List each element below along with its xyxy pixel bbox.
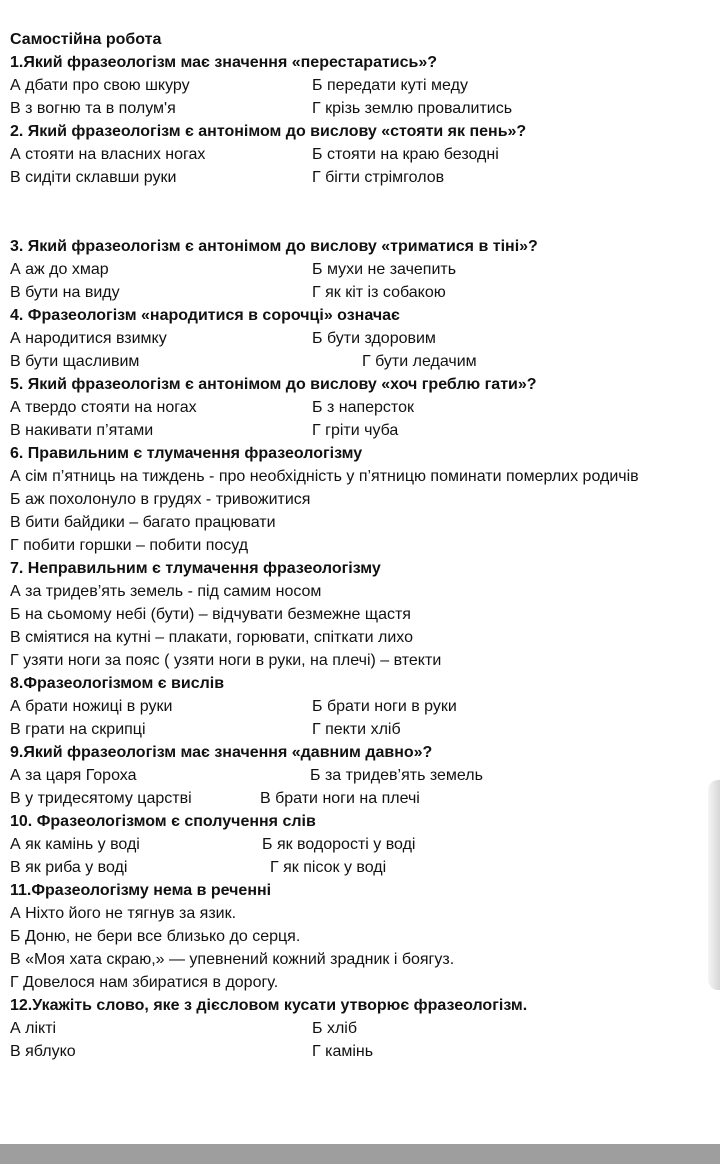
answer-line-a: А сім п’ятниць на тиждень - про необхідність у п’ятницю поминати померлих родичів [10, 468, 639, 485]
answer-line-b: Б Доню, не бери все близько до серця. [10, 928, 301, 945]
answer-row [10, 718, 710, 741]
answer-row [10, 1040, 710, 1063]
option-v: В яблуко [10, 1043, 76, 1060]
option-v: В як риба у воді [10, 859, 128, 876]
answer-row [10, 1017, 710, 1040]
option-v: В бути на виду [10, 284, 120, 301]
answer-row [10, 350, 710, 373]
option-a: А за царя Гороха [10, 767, 137, 784]
option-g: Г бігти стрімголов [312, 169, 445, 186]
answer-row [10, 74, 710, 97]
option-v: В накивати п’ятами [10, 422, 154, 439]
option-a: А як камінь у воді [10, 836, 140, 853]
question-12: 12.Укажіть слово, яке з дієсловом кусати утворює фразеологізм. [10, 997, 528, 1014]
option-a: А народитися взимку [10, 330, 167, 347]
question-9: 9.Який фразеологізм має значення «давним давно»? [10, 744, 433, 761]
answer-line-v: В «Моя хата скраю,» — упевнений кожний зрадник і боягуз. [10, 951, 455, 968]
option-g: Г камінь [312, 1043, 374, 1060]
option-b: Б бути здоровим [312, 330, 436, 347]
option-g: Г як кіт із собакою [312, 284, 446, 301]
option-g: Г гріти чуба [312, 422, 399, 439]
option-g: Г пекти хліб [312, 721, 401, 738]
answer-row [10, 143, 710, 166]
worksheet [10, 28, 710, 1063]
answer-row [10, 833, 710, 856]
question-4: 4. Фразеологізм «народитися в сорочці» означає [10, 307, 400, 324]
option-v2: В брати ноги на плечі [260, 790, 420, 807]
option-b: Б з наперсток [312, 399, 414, 416]
answer-row [10, 419, 710, 442]
question-11: 11.Фразеологізму нема в реченні [10, 882, 272, 899]
answer-row [10, 396, 710, 419]
answer-row [10, 787, 710, 810]
option-b: Б передати куті меду [312, 77, 468, 94]
answer-row [10, 695, 710, 718]
answer-line-a: А Ніхто його не тягнув за язик. [10, 905, 237, 922]
option-v: В бути щасливим [10, 353, 140, 370]
option-v: В з вогню та в полум'я [10, 100, 176, 117]
question-10: 10. Фразеологізмом є сполучення слів [10, 813, 316, 830]
question-5: 5. Який фразеологізм є антонімом до вислову «хоч греблю гати»? [10, 376, 537, 393]
question-7: 7. Неправильним є тлумачення фразеологізму [10, 560, 381, 577]
option-a: А стояти на власних ногах [10, 146, 206, 163]
answer-row [10, 97, 710, 120]
option-b: Б мухи не зачепить [312, 261, 457, 278]
option-a: А твердо стояти на ногах [10, 399, 197, 416]
worksheet-title: Самостійна робота [10, 31, 162, 48]
answer-line-a: А за тридев’ять земель - під самим носом [10, 583, 322, 600]
answer-line-v: В сміятися на кутні – плакати, горювати, спіткати лихо [10, 629, 413, 646]
option-b: Б як водорості у воді [262, 836, 416, 853]
option-b: Б стояти на краю безодні [312, 146, 499, 163]
answer-row [10, 281, 710, 304]
option-a: А дбати про свою шкуру [10, 77, 190, 94]
answer-row [10, 327, 710, 350]
answer-line-v: В бити байдики – багато працювати [10, 514, 276, 531]
option-a: А аж до хмар [10, 261, 109, 278]
answer-line-g: Г Довелося нам збиратися в дорогу. [10, 974, 279, 991]
option-a: А лікті [10, 1020, 57, 1037]
option-g: Г бути ледачим [362, 353, 477, 370]
question-3: 3. Який фразеологізм є антонімом до вислову «триматися в тіні»? [10, 238, 538, 255]
bottom-bar [0, 1144, 720, 1164]
question-2: 2. Який фразеологізм є антонімом до вислову «стояти як пень»? [10, 123, 527, 140]
answer-line-g: Г узяти ноги за пояс ( узяти ноги в руки, на плечі) – втекти [10, 652, 442, 669]
answer-row [10, 166, 710, 189]
spacer [10, 189, 710, 235]
answer-row [10, 856, 710, 879]
option-a: А брати ножиці в руки [10, 698, 173, 715]
answer-line-b: Б на сьомому небі (бути) – відчувати безмежне щастя [10, 606, 411, 623]
question-1: 1.Який фразеологізм має значення «перестаратись»? [10, 54, 438, 71]
option-b: Б за тридев’ять земель [310, 767, 483, 784]
answer-line-b: Б аж похолонуло в грудях - тривожитися [10, 491, 311, 508]
question-8: 8.Фразеологізмом є вислів [10, 675, 225, 692]
answer-row [10, 764, 710, 787]
option-v: В грати на скрипці [10, 721, 146, 738]
option-v: В сидіти склавши руки [10, 169, 177, 186]
edge-scroll-handle[interactable] [708, 780, 720, 990]
answer-line-g: Г побити горшки – побити посуд [10, 537, 249, 554]
option-b: Б хліб [312, 1020, 357, 1037]
option-g: Г як пісок у воді [270, 859, 387, 876]
option-v: В у тридесятому царстві [10, 790, 192, 807]
answer-row [10, 258, 710, 281]
option-g: Г крізь землю провалитись [312, 100, 513, 117]
option-b: Б брати ноги в руки [312, 698, 457, 715]
question-6: 6. Правильним є тлумачення фразеологізму [10, 445, 363, 462]
